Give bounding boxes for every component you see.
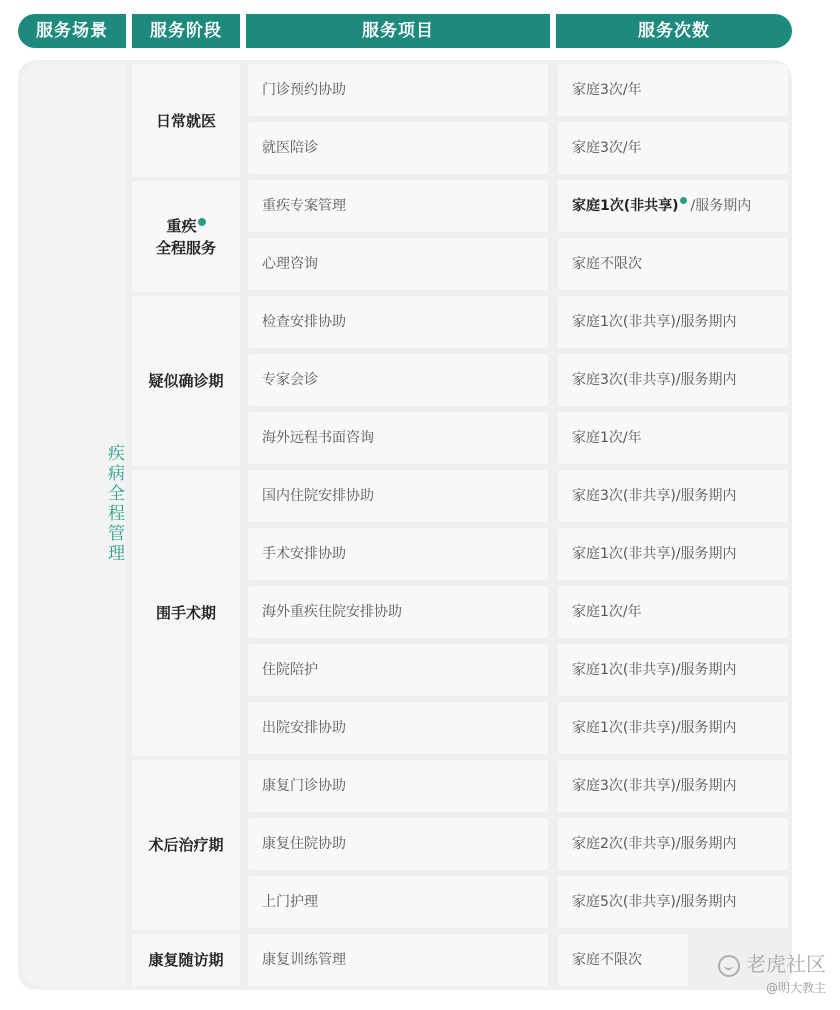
service-item: 手术安排协助 xyxy=(248,528,548,580)
stage-label xyxy=(156,215,216,259)
header-service-item: 服务项目 xyxy=(246,14,550,48)
stage-daily-medical xyxy=(132,64,240,177)
scene-column xyxy=(22,64,126,986)
service-item: 海外远程书面咨询 xyxy=(248,412,548,464)
stage-label-line1: 重疾 xyxy=(166,216,197,235)
stage-label: 疑似确诊期 xyxy=(148,372,224,390)
header-service-count: 服务次数 xyxy=(556,14,792,48)
scene-label: 疾病全程管理 xyxy=(104,444,124,564)
info-dot-icon xyxy=(198,218,206,226)
service-count: 家庭3次(非共享)/服务期内 xyxy=(558,354,788,406)
count-rest: /服务期内 xyxy=(690,198,752,214)
stage-label-line2: 全程服务 xyxy=(155,238,216,257)
watermark-brand xyxy=(718,948,826,977)
count-strong: 家庭1次(非共享) xyxy=(572,198,679,214)
stage-suspected-diagnosis xyxy=(132,296,240,466)
service-item: 心理咨询 xyxy=(248,238,548,290)
service-item: 门诊预约协助 xyxy=(248,64,548,116)
service-count: 家庭1次(非共享)/服务期内 xyxy=(558,702,788,754)
service-count: 家庭3次(非共享)/服务期内 xyxy=(558,760,788,812)
service-count: 家庭1次(非共享)/服务期内 xyxy=(558,644,788,696)
service-item: 上门护理 xyxy=(248,876,548,928)
watermark xyxy=(718,948,826,996)
header-service-stage: 服务阶段 xyxy=(132,14,240,48)
service-item: 海外重疾住院安排协助 xyxy=(248,586,548,638)
service-item: 住院陪护 xyxy=(248,644,548,696)
service-count: 家庭3次/年 xyxy=(558,122,788,174)
service-count: 家庭3次/年 xyxy=(558,64,788,116)
service-item: 康复住院协助 xyxy=(248,818,548,870)
watermark-brand-text: 老虎社区 xyxy=(746,952,826,976)
service-item: 就医陪诊 xyxy=(248,122,548,174)
service-count: 家庭不限次 xyxy=(558,934,688,986)
service-count: 家庭3次(非共享)/服务期内 xyxy=(558,470,788,522)
service-count: 家庭1次/年 xyxy=(558,412,788,464)
watermark-author: @明大教主 xyxy=(765,981,826,995)
stage-rehabilitation xyxy=(132,934,240,986)
service-count: 家庭1次/年 xyxy=(558,586,788,638)
stage-perioperative xyxy=(132,470,240,756)
service-item: 检查安排协助 xyxy=(248,296,548,348)
service-count xyxy=(558,180,788,232)
stage-label: 围手术期 xyxy=(155,604,216,622)
stage-label: 康复随访期 xyxy=(148,951,224,969)
stage-label: 日常就医 xyxy=(155,111,216,130)
service-count: 家庭5次(非共享)/服务期内 xyxy=(558,876,788,928)
stage-critical-illness xyxy=(132,181,240,292)
service-item: 重疾专案管理 xyxy=(248,180,548,232)
service-count: 家庭不限次 xyxy=(558,238,788,290)
info-dot-icon xyxy=(680,197,687,204)
service-count: 家庭1次(非共享)/服务期内 xyxy=(558,528,788,580)
table-header xyxy=(18,14,792,48)
stage-postoperative xyxy=(132,760,240,930)
service-count: 家庭1次(非共享)/服务期内 xyxy=(558,296,788,348)
service-count: 家庭2次(非共享)/服务期内 xyxy=(558,818,788,870)
tiger-logo-icon xyxy=(718,955,740,977)
stage-label: 术后治疗期 xyxy=(148,836,224,854)
service-item: 出院安排协助 xyxy=(248,702,548,754)
header-service-scene: 服务场景 xyxy=(18,14,126,48)
service-item: 国内住院安排协助 xyxy=(248,470,548,522)
service-item: 专家会诊 xyxy=(248,354,548,406)
service-item: 康复训练管理 xyxy=(248,934,548,986)
service-item: 康复门诊协助 xyxy=(248,760,548,812)
